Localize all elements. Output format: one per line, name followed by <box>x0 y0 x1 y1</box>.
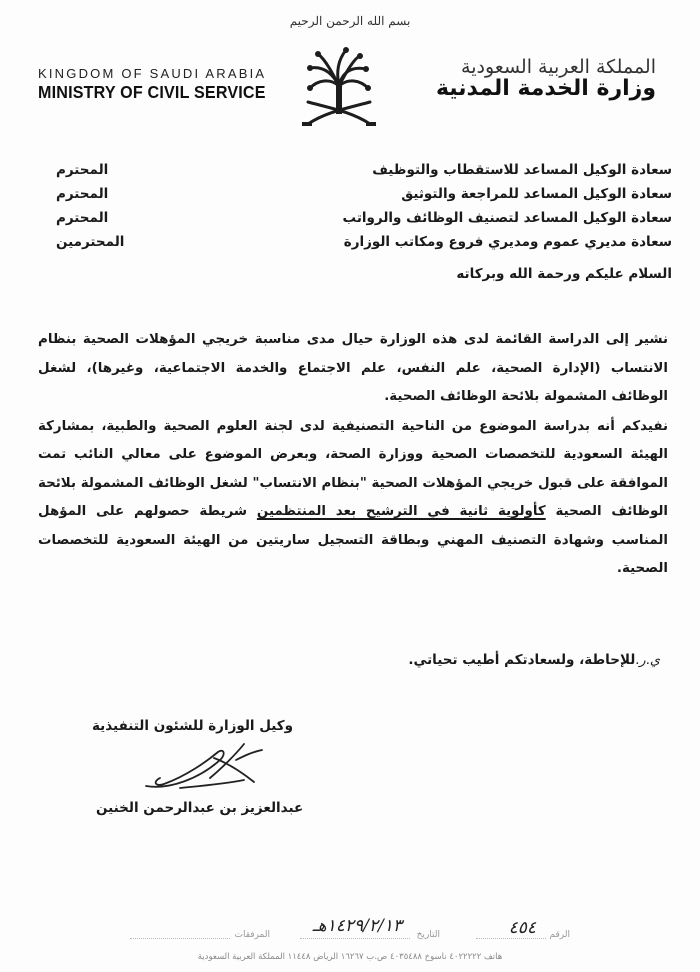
date-dotted-line <box>300 938 410 939</box>
attachments-label: المرفقات <box>234 930 270 940</box>
number-dotted-line <box>476 938 546 939</box>
addressee-name: سعادة مديري عموم ومديري فروع ومكاتب الوزارة <box>343 234 672 250</box>
addressee-honorific: المحترم <box>56 186 109 202</box>
addressee-honorific: المحترم <box>56 210 109 226</box>
addressee-row <box>40 234 672 258</box>
arabic-letterhead <box>406 56 656 101</box>
addressee-honorific: المحترمين <box>56 234 125 250</box>
basmala: بسم الله الرحمن الرحيم <box>289 14 411 28</box>
arabic-country-name: المملكة العربية السعودية <box>461 56 656 78</box>
addressee-row <box>40 162 672 186</box>
number-value: ٤٥٤ <box>508 918 536 938</box>
signatory-title: وكيل الوزارة للشئون التنفيذية <box>92 718 294 734</box>
english-ministry-name: MINISTRY OF CIVIL SERVICE <box>38 82 266 102</box>
body-paragraph-1: نشير إلى الدراسة القائمة لدى هذه الوزارة حيال مدى مناسبة خريجي المؤهلات الصحية بنظام الانتساب (الإدارة الصحية، علم النفس، علم الاجتماع والخدمة الاجتماعية، وغيرها)، لشغل الوظائف المشمولة بلائحة الوظائف الصحية. <box>38 332 668 404</box>
addressee-name: سعادة الوكيل المساعد للمراجعة والتوثيق <box>401 186 672 202</box>
addressee-list <box>40 162 672 282</box>
addressee-name: سعادة الوكيل المساعد للاستقطاب والتوظيف <box>372 162 672 178</box>
handwritten-signature-icon <box>140 738 270 796</box>
addressee-name: سعادة الوكيل المساعد لتصنيف الوظائف والرواتب <box>342 210 672 226</box>
ministry-address: هاتف ٤٠٢٢٢٢٢ ناسوخ ٤٠٣٥٤٨٨ ص.ب ١٦٢٦٧ الرياض ١١٤٤٨ المملكة العربية السعودية <box>197 952 503 962</box>
attachments-dotted-line <box>130 938 230 939</box>
saudi-palm-swords-emblem-icon <box>296 42 382 134</box>
addressee-honorific: المحترم <box>56 162 109 178</box>
body-paragraph-2 <box>38 413 668 584</box>
addressee-row <box>40 210 672 234</box>
closing-line <box>408 652 660 668</box>
date-value: ١٤٢٩/٢/١٣هـ <box>312 916 402 936</box>
signatory-name: عبدالعزيز بن عبدالرحمن الخنين <box>96 800 304 816</box>
underlined-priority-phrase: كأولوية ثانية في الترشيح بعد المنتظمين <box>256 504 546 519</box>
date-label: التاريخ <box>416 930 440 940</box>
letter-body <box>38 326 668 584</box>
handwritten-initials: ي.ر. <box>635 653 660 668</box>
english-country-name: KINGDOM OF SAUDI ARABIA <box>38 66 267 81</box>
english-letterhead <box>38 66 298 103</box>
body-paragraph-2-start: نفيدكم أنه بدراسة الموضوع من الناحية التصنيفية لدى لجنة العلوم الصحية والطبية، بمشاركة الهيئة السعودية للتخصصات الصحية ووزارة الصحة، وبعرض الموضوع على معالي النائب تمت الموافقة على قبول خريجي المؤهلات الصحية "بنظام الانتساب" لشغل الوظائف المشمولة بلائحة الوظائف الصحية <box>38 418 668 519</box>
closing-text: للإحاطة، ولسعادتكم أطيب تحياتي. <box>408 652 636 668</box>
addressee-row <box>40 186 672 210</box>
arabic-ministry-name: وزارة الخدمة المدنية <box>435 76 656 101</box>
number-label: الرقم <box>549 930 570 940</box>
greeting: السلام عليكم ورحمة الله وبركاته <box>456 266 672 282</box>
body-paragraph-2-end: شريطة حصولهم على المؤهل المناسب وشهادة التصنيف المهني وبطاقة التسجيل ساريتين من الهيئة السعودية للتخصصات الصحية. <box>38 504 668 576</box>
reference-footer <box>130 916 570 964</box>
